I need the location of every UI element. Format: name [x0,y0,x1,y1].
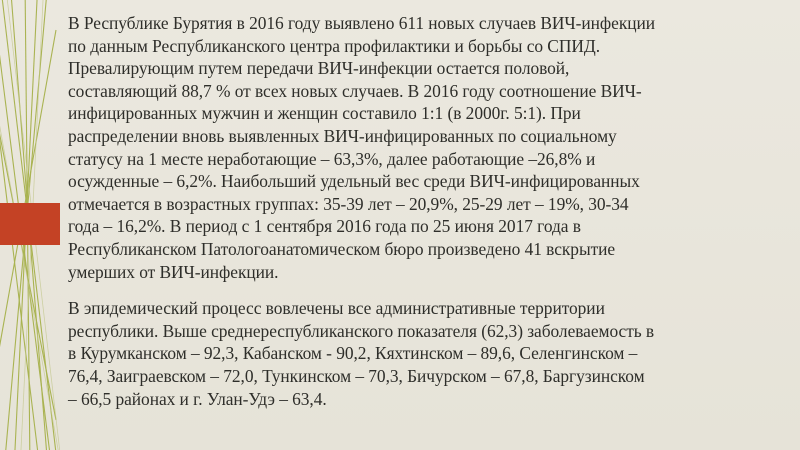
text-line: республики. Выше среднереспубликанского показателя (62,3) заболеваемость в [68,320,655,341]
accent-bar [0,203,60,245]
text-line: умерших от ВИЧ-инфекции. [68,261,279,282]
paragraph-epidemic-territories [68,297,758,410]
text-line: составляющий 88,7 % от всех новых случаев. В 2016 году соотношение ВИЧ- [68,80,642,101]
text-line: отмечается в возрастных группах: 35-39 лет – 20,9%, 25-29 лет – 19%, 30-34 [68,193,629,214]
text-line: распределении вновь выявленных ВИЧ-инфицированных по социальному [68,125,617,146]
text-line: – 66,5 районах и г. Улан-Удэ – 63,4. [68,388,327,409]
text-line: В эпидемический процесс вовлечены все административные территории [68,298,605,319]
text-line: инфицированных мужчин и женщин составило 1:1 (в 2000г. 5:1). При [68,103,581,124]
text-line: 76,4, Заиграевском – 72,0, Тункинском – 70,3, Бичурском – 67,8, Баргузинском [68,365,645,386]
slide-text-body [68,12,758,410]
text-line: Республиканском Патологоанатомическом бюро произведено 41 вскрытие [68,238,616,259]
text-line: осужденные – 6,2%. Наибольший удельный вес среди ВИЧ-инфицированных [68,171,640,192]
text-line: в Курумканском – 92,3, Кабанском - 90,2, Кяхтинском – 89,6, Селенгинском – [68,343,638,364]
text-line: по данным Республиканского центра профилактики и борьбы со СПИД. [68,35,600,56]
text-line: Превалирующим путем передачи ВИЧ-инфекции остается половой, [68,58,570,79]
text-line: В Республике Бурятия в 2016 году выявлено 611 новых случаев ВИЧ-инфекции [68,13,655,33]
text-line: статусу на 1 месте неработающие – 63,3%, далее работающие –26,8% и [68,148,596,169]
text-line: года – 16,2%. В период с 1 сентября 2016 года по 25 июня 2017 года в [68,216,581,237]
paragraph-hiv-statistics [68,12,758,283]
